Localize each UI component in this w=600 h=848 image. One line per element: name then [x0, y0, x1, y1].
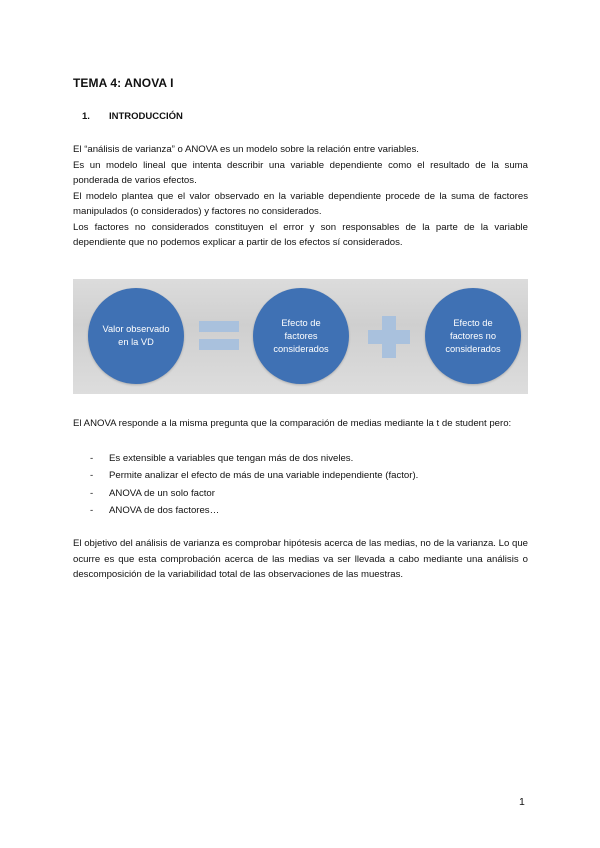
observed-value-circle: [88, 288, 184, 384]
section-title: INTRODUCCIÓN: [109, 111, 183, 122]
intro-sentence: El modelo plantea que el valor observado en la variable dependiente procede de la suma de factores manipulados (o considerados) y factores no considerados.: [73, 190, 528, 217]
page-title: TEMA 4: ANOVA I: [73, 76, 174, 90]
anova-model-diagram: [73, 279, 528, 394]
considered-factors-circle: [253, 288, 349, 384]
intro-sentence: Es un modelo lineal que intenta describir una variable dependiente como el resultado de la suma ponderada de varios efectos.: [73, 159, 528, 186]
anova-paragraph-text: El ANOVA responde a la misma pregunta que la comparación de medias mediante la t de student pero:: [73, 418, 512, 429]
list-item: [90, 485, 510, 502]
equals-icon: [199, 321, 239, 355]
bullet-marker: -: [90, 504, 94, 516]
intro-sentence: Los factores no considerados constituyen el error y son responsables de la parte de la variable dependiente que no podemos explicar a partir de los efectos sí considerados.: [73, 221, 528, 248]
unconsidered-factors-label: Efecto de factores no considerados: [445, 317, 501, 354]
unconsidered-factors-circle: [425, 288, 521, 384]
objective-paragraph: [73, 536, 528, 583]
observed-value-label: Valor observado en la VD: [102, 324, 170, 347]
list-item-text: Es extensible a variables que tengan más de dos niveles.: [109, 453, 354, 464]
list-item-text: ANOVA de dos factores…: [109, 504, 220, 516]
considered-factors-label: Efecto de factores considerados: [273, 317, 329, 354]
intro-sentence: El “análisis de varianza” o ANOVA es un modelo sobre la relación entre variables.: [73, 144, 419, 155]
list-item: [90, 467, 510, 484]
bullet-marker: -: [90, 453, 94, 464]
page-number: 1: [519, 796, 525, 808]
section-number: 1.: [82, 111, 90, 122]
anova-paragraph: [73, 416, 528, 432]
list-item-text: Permite analizar el efecto de más de una variable independiente (factor).: [109, 470, 419, 482]
bullet-list: [90, 450, 510, 519]
bullet-marker: -: [90, 470, 94, 482]
bullet-marker: -: [90, 487, 94, 499]
list-item: [90, 450, 510, 467]
section-heading: [82, 111, 183, 122]
plus-icon: [368, 316, 410, 358]
intro-paragraph: [73, 142, 528, 251]
list-item: [90, 502, 510, 519]
list-item-text: ANOVA de un solo factor: [109, 487, 215, 499]
objective-paragraph-text: El objetivo del análisis de varianza es comprobar hipótesis acerca de las medias, no de la varianza. Lo que ocurre es que esta comprobación acerca de las medias va ser llevada a cabo mediante una análisis o descomposición de la variabilidad total de las observaciones de las muestras.: [73, 538, 528, 580]
